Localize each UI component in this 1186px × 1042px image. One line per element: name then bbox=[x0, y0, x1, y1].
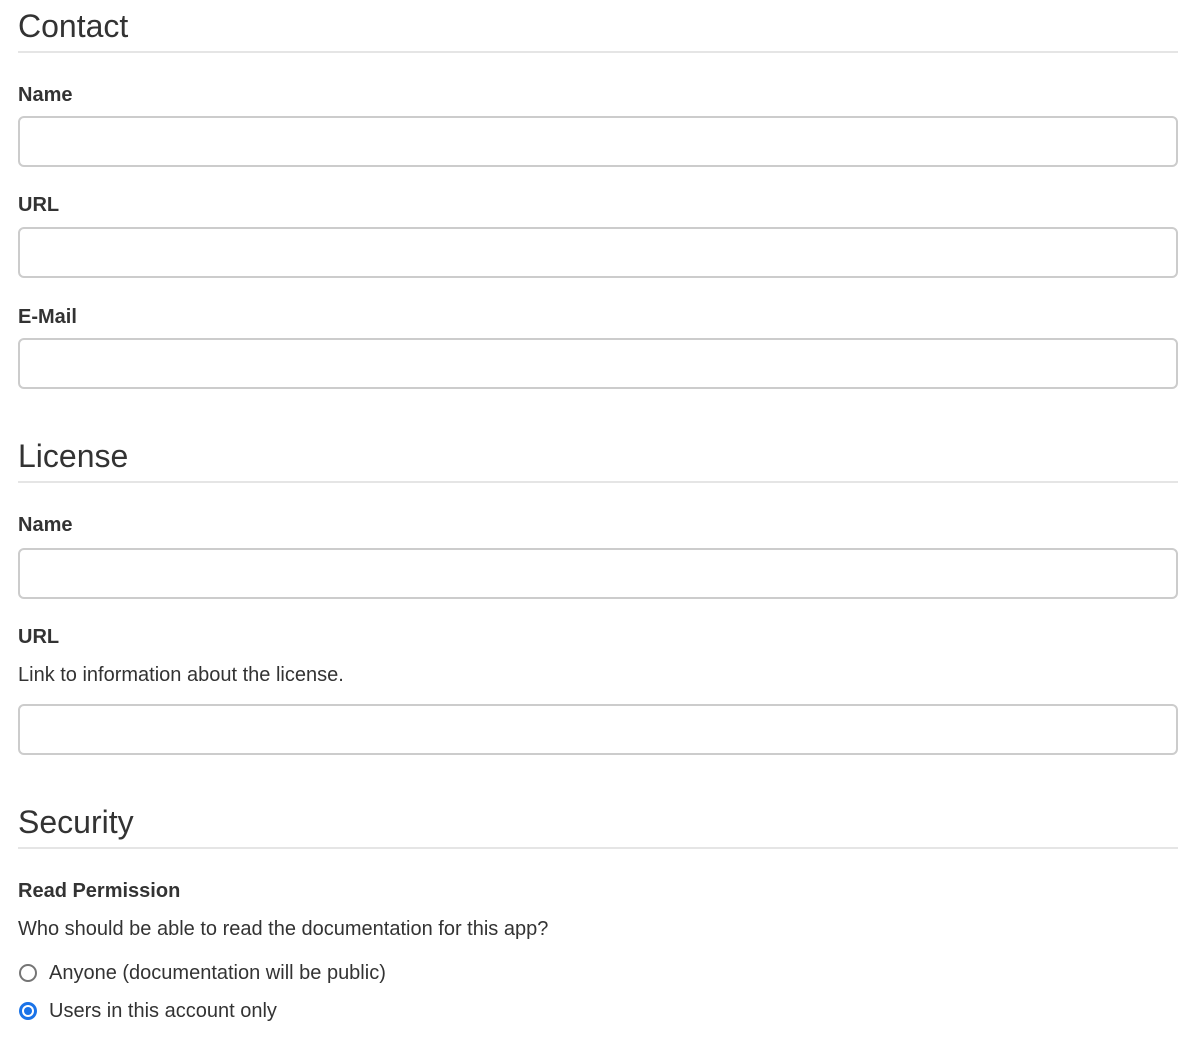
radio-option-public[interactable] bbox=[18, 959, 386, 987]
contact-email-input[interactable] bbox=[18, 338, 1178, 389]
read-permission-help-text: Who should be able to read the documentation for this app? bbox=[18, 918, 549, 940]
read-permission-label: Read Permission bbox=[18, 880, 181, 902]
contact-section-title: Contact bbox=[18, 8, 1178, 53]
contact-email-label: E-Mail bbox=[18, 306, 77, 328]
license-name-label: Name bbox=[18, 514, 73, 536]
radio-account-only-circle-icon[interactable] bbox=[19, 1002, 37, 1020]
contact-name-label: Name bbox=[18, 84, 73, 106]
radio-option-account-only[interactable] bbox=[18, 997, 277, 1025]
license-url-input[interactable] bbox=[18, 704, 1178, 755]
license-section-title: License bbox=[18, 438, 1178, 483]
radio-public-circle-icon[interactable] bbox=[19, 964, 37, 982]
security-section-title: Security bbox=[18, 804, 1178, 849]
radio-public-label: Anyone (documentation will be public) bbox=[49, 962, 386, 984]
license-url-help-text: Link to information about the license. bbox=[18, 664, 344, 686]
contact-url-input[interactable] bbox=[18, 227, 1178, 278]
contact-name-input[interactable] bbox=[18, 116, 1178, 167]
contact-url-label: URL bbox=[18, 194, 60, 216]
license-name-input[interactable] bbox=[18, 548, 1178, 599]
license-url-label: URL bbox=[18, 626, 60, 648]
radio-account-only-label: Users in this account only bbox=[49, 1000, 277, 1022]
